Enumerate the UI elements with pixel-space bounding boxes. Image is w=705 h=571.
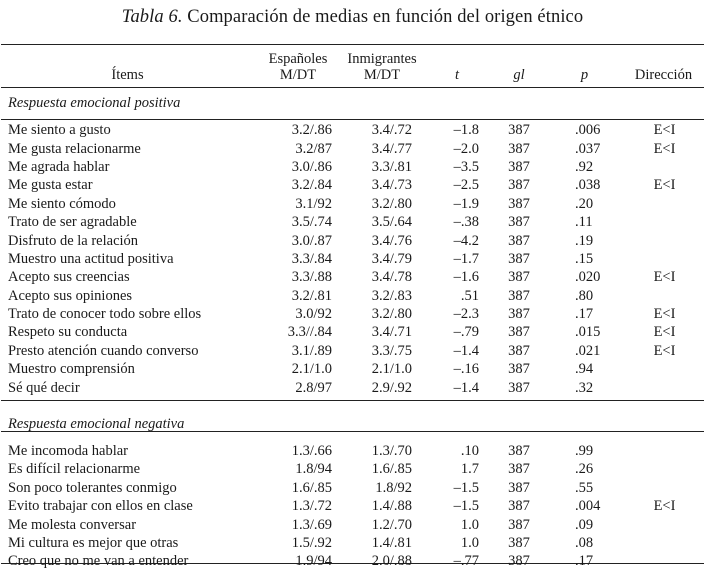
table-row: [0, 342, 705, 360]
cell-espanoles: 3.5/.74: [291, 214, 332, 231]
cell-direccion: [622, 158, 705, 176]
cell-gl: 387: [508, 443, 530, 460]
cell-inmigrantes: 1.3/.70: [371, 443, 412, 460]
caption-label: Tabla 6.: [121, 7, 183, 27]
cell-t: –.77: [453, 553, 479, 570]
header-espanoles-bottom: M/DT: [279, 67, 317, 83]
cell-espanoles: 3.2/87: [295, 140, 332, 157]
cell-inmigrantes: 3.4/.72: [371, 122, 412, 139]
cell-t: –1.4: [453, 379, 479, 396]
cell-direccion: [622, 213, 705, 231]
cell-item: Evito trabajar con ellos en clase: [8, 498, 193, 515]
table-row: [0, 442, 705, 460]
table-row: [0, 360, 705, 378]
cell-espanoles: 3.2/.84: [291, 177, 332, 194]
cell-inmigrantes: 3.3/.75: [371, 342, 412, 359]
cell-item: Trato de ser agradable: [8, 214, 137, 231]
cell-item: Trato de conocer todo sobre ellos: [8, 306, 202, 323]
cell-direccion: [622, 250, 705, 268]
cell-gl: 387: [508, 461, 530, 478]
cell-direccion: E<I: [653, 324, 676, 341]
cell-t: –.16: [453, 361, 479, 378]
cell-direccion: E<I: [653, 498, 676, 515]
header-inmigrantes-bottom: M/DT: [363, 67, 401, 83]
cell-direccion: [622, 195, 705, 213]
cell-inmigrantes: 1.4/.81: [371, 535, 412, 551]
section-heading-row: [0, 91, 705, 115]
cell-espanoles: 1.5/.92: [291, 535, 332, 551]
cell-item: Acepto sus creencias: [8, 269, 130, 286]
cell-t: 1.0: [460, 535, 479, 551]
cell-inmigrantes: 1.8/92: [375, 479, 412, 496]
cell-espanoles: 2.8/97: [295, 379, 332, 396]
table-body: [0, 85, 705, 571]
cell-item: Me gusta estar: [8, 177, 93, 194]
cell-gl: 387: [508, 177, 530, 194]
cell-inmigrantes: 2.0/.88: [371, 553, 412, 570]
cell-t: –2.0: [453, 140, 479, 157]
cell-p: .020: [575, 269, 601, 286]
table-row: [0, 158, 705, 176]
cell-gl: 387: [508, 269, 530, 286]
cell-direccion: [622, 515, 705, 533]
cell-direccion: [622, 460, 705, 478]
cell-inmigrantes: 2.9/.92: [371, 379, 412, 396]
header-espanoles-top: Españoles: [268, 51, 328, 67]
cell-p: .55: [575, 479, 594, 496]
cell-t: –4.2: [453, 232, 479, 249]
header-p: p: [580, 67, 589, 83]
cell-p: .32: [575, 379, 594, 396]
cell-espanoles: 1.9/94: [295, 553, 332, 570]
cell-p: .021: [575, 342, 601, 359]
cell-p: .92: [575, 158, 594, 175]
cell-espanoles: 3.0/.86: [291, 158, 332, 175]
cell-t: –1.8: [453, 122, 479, 139]
cell-item: Muestro una actitud positiva: [8, 250, 174, 267]
cell-t: .10: [460, 443, 479, 460]
cell-item: Presto atención cuando converso: [8, 342, 199, 359]
table-row: [0, 176, 705, 194]
cell-t: –1.7: [453, 250, 479, 267]
section-title: Respuesta emocional positiva: [8, 95, 181, 111]
cell-p: .26: [575, 461, 594, 478]
table-row: [0, 460, 705, 478]
cell-t: –1.4: [453, 342, 479, 359]
cell-p: .11: [575, 214, 593, 231]
table-row: [0, 121, 705, 139]
cell-p: .20: [575, 195, 594, 212]
cell-gl: 387: [508, 535, 530, 551]
cell-direccion: [622, 287, 705, 305]
cell-espanoles: 3.1/.89: [291, 342, 332, 359]
cell-item: Me incomoda hablar: [8, 443, 128, 460]
cell-direccion: [622, 231, 705, 249]
cell-t: –1.5: [453, 479, 479, 496]
table-row: [0, 213, 705, 231]
cell-inmigrantes: 3.4/.76: [371, 232, 412, 249]
cell-item: Disfruto de la relación: [8, 232, 139, 249]
table-row: [0, 323, 705, 341]
cell-direccion: [622, 378, 705, 396]
cell-direccion: E<I: [653, 306, 676, 323]
cell-t: –1.6: [453, 269, 479, 286]
cell-p: .80: [575, 287, 594, 304]
cell-inmigrantes: 3.4/.79: [371, 250, 412, 267]
cell-espanoles: 1.8/94: [295, 461, 332, 478]
cell-t: –1.5: [453, 498, 479, 515]
table-row: [0, 515, 705, 533]
cell-t: 1.0: [460, 516, 479, 533]
table-caption: [0, 7, 705, 28]
cell-inmigrantes: 1.2/.70: [371, 516, 412, 533]
cell-p: .17: [575, 553, 594, 570]
table-row: [0, 534, 705, 552]
cell-inmigrantes: 3.4/.71: [371, 324, 412, 341]
section-heading-row: [0, 412, 705, 436]
cell-item: Me siento a gusto: [8, 122, 111, 139]
header-items: Ítems: [111, 67, 144, 83]
cell-espanoles: 1.3/.72: [291, 498, 332, 515]
cell-inmigrantes: 3.4/.77: [371, 140, 412, 157]
table-row: [0, 231, 705, 249]
table-row: [0, 497, 705, 515]
cell-gl: 387: [508, 232, 530, 249]
cell-inmigrantes: 2.1/1.0: [371, 361, 412, 378]
cell-gl: 387: [508, 553, 530, 570]
cell-espanoles: 1.3/.69: [291, 516, 332, 533]
cell-t: –2.5: [453, 177, 479, 194]
cell-inmigrantes: 3.3/.81: [371, 158, 412, 175]
cell-t: 1.7: [460, 461, 479, 478]
cell-espanoles: 3.2/.81: [291, 287, 332, 304]
cell-inmigrantes: 3.4/.78: [371, 269, 412, 286]
cell-espanoles: 2.1/1.0: [291, 361, 332, 378]
cell-item: Me gusta relacionarme: [8, 140, 141, 157]
cell-espanoles: 3.3//.84: [287, 324, 332, 341]
cell-gl: 387: [508, 516, 530, 533]
table-row: [0, 195, 705, 213]
table-row: [0, 250, 705, 268]
cell-gl: 387: [508, 361, 530, 378]
header-inmigrantes: [341, 47, 423, 85]
table-row: [0, 552, 705, 570]
cell-item: Mi cultura es mejor que otras: [8, 535, 179, 551]
cell-espanoles: 3.3/.88: [291, 269, 332, 286]
cell-gl: 387: [508, 287, 530, 304]
cell-gl: 387: [508, 214, 530, 231]
cell-gl: 387: [508, 306, 530, 323]
cell-p: .015: [575, 324, 601, 341]
cell-direccion: E<I: [653, 122, 676, 139]
cell-direccion: E<I: [653, 177, 676, 194]
cell-p: .94: [575, 361, 594, 378]
cell-gl: 387: [508, 342, 530, 359]
cell-espanoles: 1.6/.85: [291, 479, 332, 496]
cell-item: Es difícil relacionarme: [8, 461, 141, 478]
table-row: [0, 479, 705, 497]
table-row: [0, 268, 705, 286]
table-row: [0, 287, 705, 305]
section-title: Respuesta emocional negativa: [8, 415, 185, 432]
cell-item: Me agrada hablar: [8, 158, 110, 175]
cell-p: .15: [575, 250, 594, 267]
cell-p: .004: [575, 498, 601, 515]
cell-gl: 387: [508, 158, 530, 175]
header-row: [0, 47, 705, 85]
cell-t: –3.5: [453, 158, 479, 175]
cell-espanoles: 3.2/.86: [291, 122, 332, 139]
header-gl: gl: [513, 67, 525, 83]
header-espanoles: [255, 47, 341, 85]
cell-item: Respeto su conducta: [8, 324, 128, 341]
cell-inmigrantes: 3.4/.73: [371, 177, 412, 194]
cell-gl: 387: [508, 140, 530, 157]
cell-espanoles: 3.3/.84: [291, 250, 332, 267]
table-row: [0, 378, 705, 396]
cell-item: Me siento cómodo: [8, 195, 116, 212]
cell-direccion: [622, 552, 705, 570]
cell-item: Sé qué decir: [8, 379, 80, 396]
cell-direccion: E<I: [653, 140, 676, 157]
header-inmigrantes-top: Inmigrantes: [347, 51, 417, 67]
cell-p: .19: [575, 232, 594, 249]
cell-espanoles: 3.0/.87: [291, 232, 332, 249]
top-rule: [1, 44, 704, 45]
cell-p: .037: [575, 140, 601, 157]
cell-direccion: [622, 360, 705, 378]
cell-gl: 387: [508, 498, 530, 515]
cell-espanoles: 3.1/92: [295, 195, 332, 212]
cell-t: –.38: [453, 214, 479, 231]
cell-p: .17: [575, 306, 594, 323]
cell-t: .51: [460, 287, 479, 304]
cell-inmigrantes: 1.6/.85: [371, 461, 412, 478]
cell-gl: 387: [508, 379, 530, 396]
cell-item: Me molesta conversar: [8, 516, 137, 533]
cell-gl: 387: [508, 250, 530, 267]
header-direccion: Dirección: [634, 67, 693, 83]
cell-espanoles: 1.3/.66: [291, 443, 332, 460]
cell-p: .99: [575, 443, 594, 460]
cell-t: –.79: [453, 324, 479, 341]
cell-item: Muestro comprensión: [8, 361, 135, 378]
cell-inmigrantes: 3.2/.80: [371, 306, 412, 323]
cell-inmigrantes: 3.5/.64: [371, 214, 412, 231]
cell-p: .09: [575, 516, 594, 533]
cell-p: .038: [575, 177, 601, 194]
cell-direccion: [622, 534, 705, 552]
cell-gl: 387: [508, 195, 530, 212]
table-row: [0, 305, 705, 323]
table-row: [0, 139, 705, 157]
cell-inmigrantes: 3.2/.80: [371, 195, 412, 212]
cell-direccion: E<I: [653, 269, 676, 286]
cell-gl: 387: [508, 122, 530, 139]
cell-item: Son poco tolerantes conmigo: [8, 479, 177, 496]
cell-espanoles: 3.0/92: [295, 306, 332, 323]
cell-inmigrantes: 3.2/.83: [371, 287, 412, 304]
cell-p: .08: [575, 535, 594, 551]
cell-p: .006: [575, 122, 601, 139]
cell-direccion: [622, 479, 705, 497]
cell-direccion: [622, 442, 705, 460]
cell-gl: 387: [508, 479, 530, 496]
cell-inmigrantes: 1.4/.88: [371, 498, 412, 515]
header-t: t: [454, 67, 460, 83]
cell-item: Acepto sus opiniones: [8, 287, 133, 304]
data-table: [0, 47, 705, 571]
cell-direccion: E<I: [653, 342, 676, 359]
cell-t: –1.9: [453, 195, 479, 212]
cell-item: Creo que no me van a entender: [8, 553, 189, 570]
cell-t: –2.3: [453, 306, 479, 323]
cell-gl: 387: [508, 324, 530, 341]
caption-title: Comparación de medias en función del origen étnico: [187, 7, 584, 27]
